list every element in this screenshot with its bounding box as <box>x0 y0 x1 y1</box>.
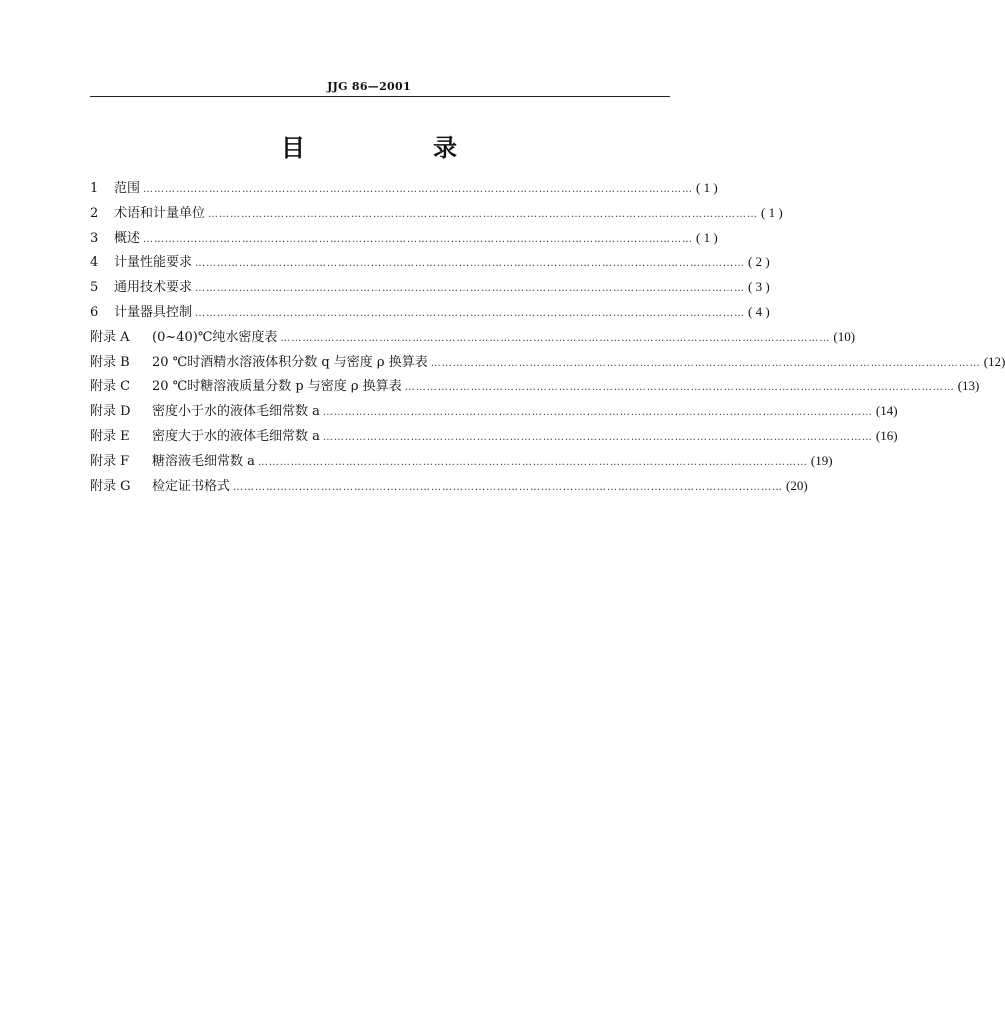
toc-entry-label: 概述 <box>114 230 141 246</box>
toc-entry-page: ( 4 ) <box>748 303 770 319</box>
toc-entry-page: (16) <box>875 427 898 443</box>
toc-entry-appendix-f[interactable] <box>90 449 833 474</box>
toc-entry-page: (19) <box>810 452 833 468</box>
toc-entry-appendix-g[interactable] <box>90 474 808 499</box>
toc-entry-appendix-c[interactable] <box>90 374 980 399</box>
toc-entry-number: 附录 E <box>90 428 130 444</box>
toc-entry-page: (12) <box>983 353 1005 369</box>
toc-entry-page: (20) <box>786 477 808 493</box>
leader-dots: …………………………………………………………………………………………………………………………………… <box>430 357 981 369</box>
toc-entry-appendix-a[interactable] <box>90 325 856 350</box>
toc-entry-label: 通用技术要求 <box>114 280 193 296</box>
toc-entry-appendix-e[interactable] <box>90 424 898 449</box>
toc-list <box>90 176 1005 498</box>
toc-entry-5[interactable] <box>90 275 770 300</box>
toc-entry-label: 计量性能要求 <box>114 255 193 271</box>
toc-entry-number: 6 <box>90 304 99 320</box>
leader-dots: …………………………………………………………………………………………………………………………………… <box>404 382 955 394</box>
toc-entry-number: 5 <box>90 280 99 296</box>
toc-entry-6[interactable] <box>90 300 770 325</box>
toc-entry-number: 附录 C <box>90 379 131 395</box>
toc-entry-page: ( 1 ) <box>696 229 718 245</box>
toc-entry-label: (0~40)℃纯水密度表 <box>152 329 278 345</box>
toc-entry-label: 术语和计量单位 <box>114 205 206 221</box>
toc-entry-page: (13) <box>957 378 980 394</box>
toc-entry-page: (10) <box>833 328 856 344</box>
toc-entry-number: 2 <box>90 205 99 221</box>
toc-entry-page: (14) <box>875 403 898 419</box>
leader-dots: …………………………………………………………………………………………………………………………………… <box>322 431 873 443</box>
header-rule <box>90 96 670 97</box>
toc-entry-label: 20 ℃时糖溶液质量分数 p 与密度 ρ 换算表 <box>152 379 402 395</box>
toc-entry-number: 附录 A <box>90 329 130 345</box>
leader-dots: …………………………………………………………………………………………………………………………………… <box>195 307 746 319</box>
toc-entry-page: ( 3 ) <box>748 279 770 295</box>
document-code-header: JJG 86—2001 <box>327 80 411 93</box>
toc-entry-4[interactable] <box>90 250 770 275</box>
toc-entry-page: ( 1 ) <box>696 180 718 195</box>
leader-dots: …………………………………………………………………………………………………………………………………… <box>143 184 694 195</box>
toc-entry-1[interactable] <box>90 176 718 201</box>
leader-dots: …………………………………………………………………………………………………………………………………… <box>143 233 694 245</box>
leader-dots: …………………………………………………………………………………………………………………………………… <box>208 208 759 220</box>
leader-dots: …………………………………………………………………………………………………………………………………… <box>195 283 746 295</box>
leader-dots: …………………………………………………………………………………………………………………………………… <box>322 407 873 419</box>
toc-entry-number: 附录 B <box>90 354 130 370</box>
toc-entry-number: 附录 D <box>90 404 131 420</box>
toc-entry-label: 糖溶液毛细常数 a <box>152 453 255 469</box>
toc-entry-number: 4 <box>90 255 99 271</box>
toc-entry-appendix-b[interactable] <box>90 350 1005 375</box>
leader-dots: …………………………………………………………………………………………………………………………………… <box>257 456 808 468</box>
toc-entry-label: 范围 <box>114 181 141 196</box>
toc-title: 目 录 <box>281 133 509 162</box>
toc-entry-3[interactable] <box>90 226 718 251</box>
leader-dots: …………………………………………………………………………………………………………………………………… <box>195 258 746 270</box>
toc-entry-number: 附录 F <box>90 453 130 469</box>
toc-entry-number: 1 <box>90 181 99 196</box>
toc-entry-page: ( 1 ) <box>761 204 783 220</box>
toc-entry-label: 密度大于水的液体毛细常数 a <box>152 428 320 444</box>
toc-entry-number: 附录 G <box>90 478 131 494</box>
leader-dots: …………………………………………………………………………………………………………………………………… <box>233 481 784 493</box>
toc-entry-label: 密度小于水的液体毛细常数 a <box>152 404 320 420</box>
toc-entry-2[interactable] <box>90 201 783 226</box>
toc-entry-label: 检定证书格式 <box>152 478 231 494</box>
toc-entry-page: ( 2 ) <box>748 254 770 270</box>
toc-entry-label: 计量器具控制 <box>114 304 193 320</box>
toc-entry-number: 3 <box>90 230 99 246</box>
leader-dots: …………………………………………………………………………………………………………………………………… <box>280 332 831 344</box>
toc-entry-label: 20 ℃时酒精水溶液体积分数 q 与密度 ρ 换算表 <box>152 354 428 370</box>
toc-entry-appendix-d[interactable] <box>90 399 898 424</box>
